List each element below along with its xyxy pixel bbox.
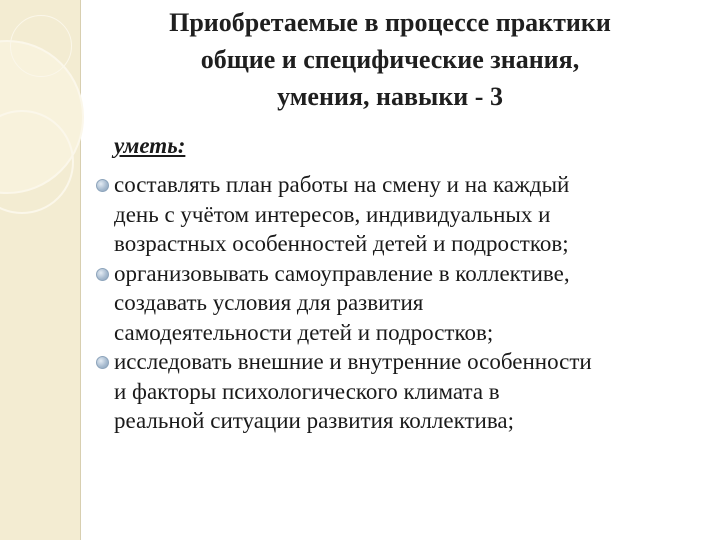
title-line: общие и специфические знания, <box>200 45 580 74</box>
subheading: уметь: <box>114 133 186 158</box>
title-line: умения, навыки - 3 <box>277 82 503 111</box>
list-item-line: возрастных особенностей детей и подростков; <box>114 231 569 256</box>
list-item <box>96 170 716 259</box>
bullet-icon <box>96 179 109 192</box>
list-item <box>96 259 716 348</box>
decorative-side-band <box>0 0 81 540</box>
bullet-icon <box>96 356 109 369</box>
title-line: Приобретаемые в процессе практики <box>169 8 611 37</box>
list-item-line: и факторы психологического климата в <box>114 378 500 404</box>
slide-title <box>110 4 670 115</box>
bullet-list <box>96 170 716 436</box>
list-item <box>96 347 716 436</box>
list-item-line: составлять план работы на смену и на каждый <box>114 172 570 197</box>
list-item-line: день с учётом интересов, индивидуальных и <box>114 201 551 227</box>
list-item-line: самодеятельности детей и подростков; <box>114 319 494 345</box>
bullet-icon <box>96 268 109 281</box>
list-item-line: исследовать внешние и внутренние особенности <box>114 349 592 374</box>
decorative-circle <box>10 15 72 77</box>
list-item-line: реальной ситуации развития коллектива; <box>114 408 514 433</box>
list-item-line: создавать условия для развития <box>114 290 424 315</box>
list-item-line: организовывать самоуправление в коллективе, <box>114 260 570 286</box>
